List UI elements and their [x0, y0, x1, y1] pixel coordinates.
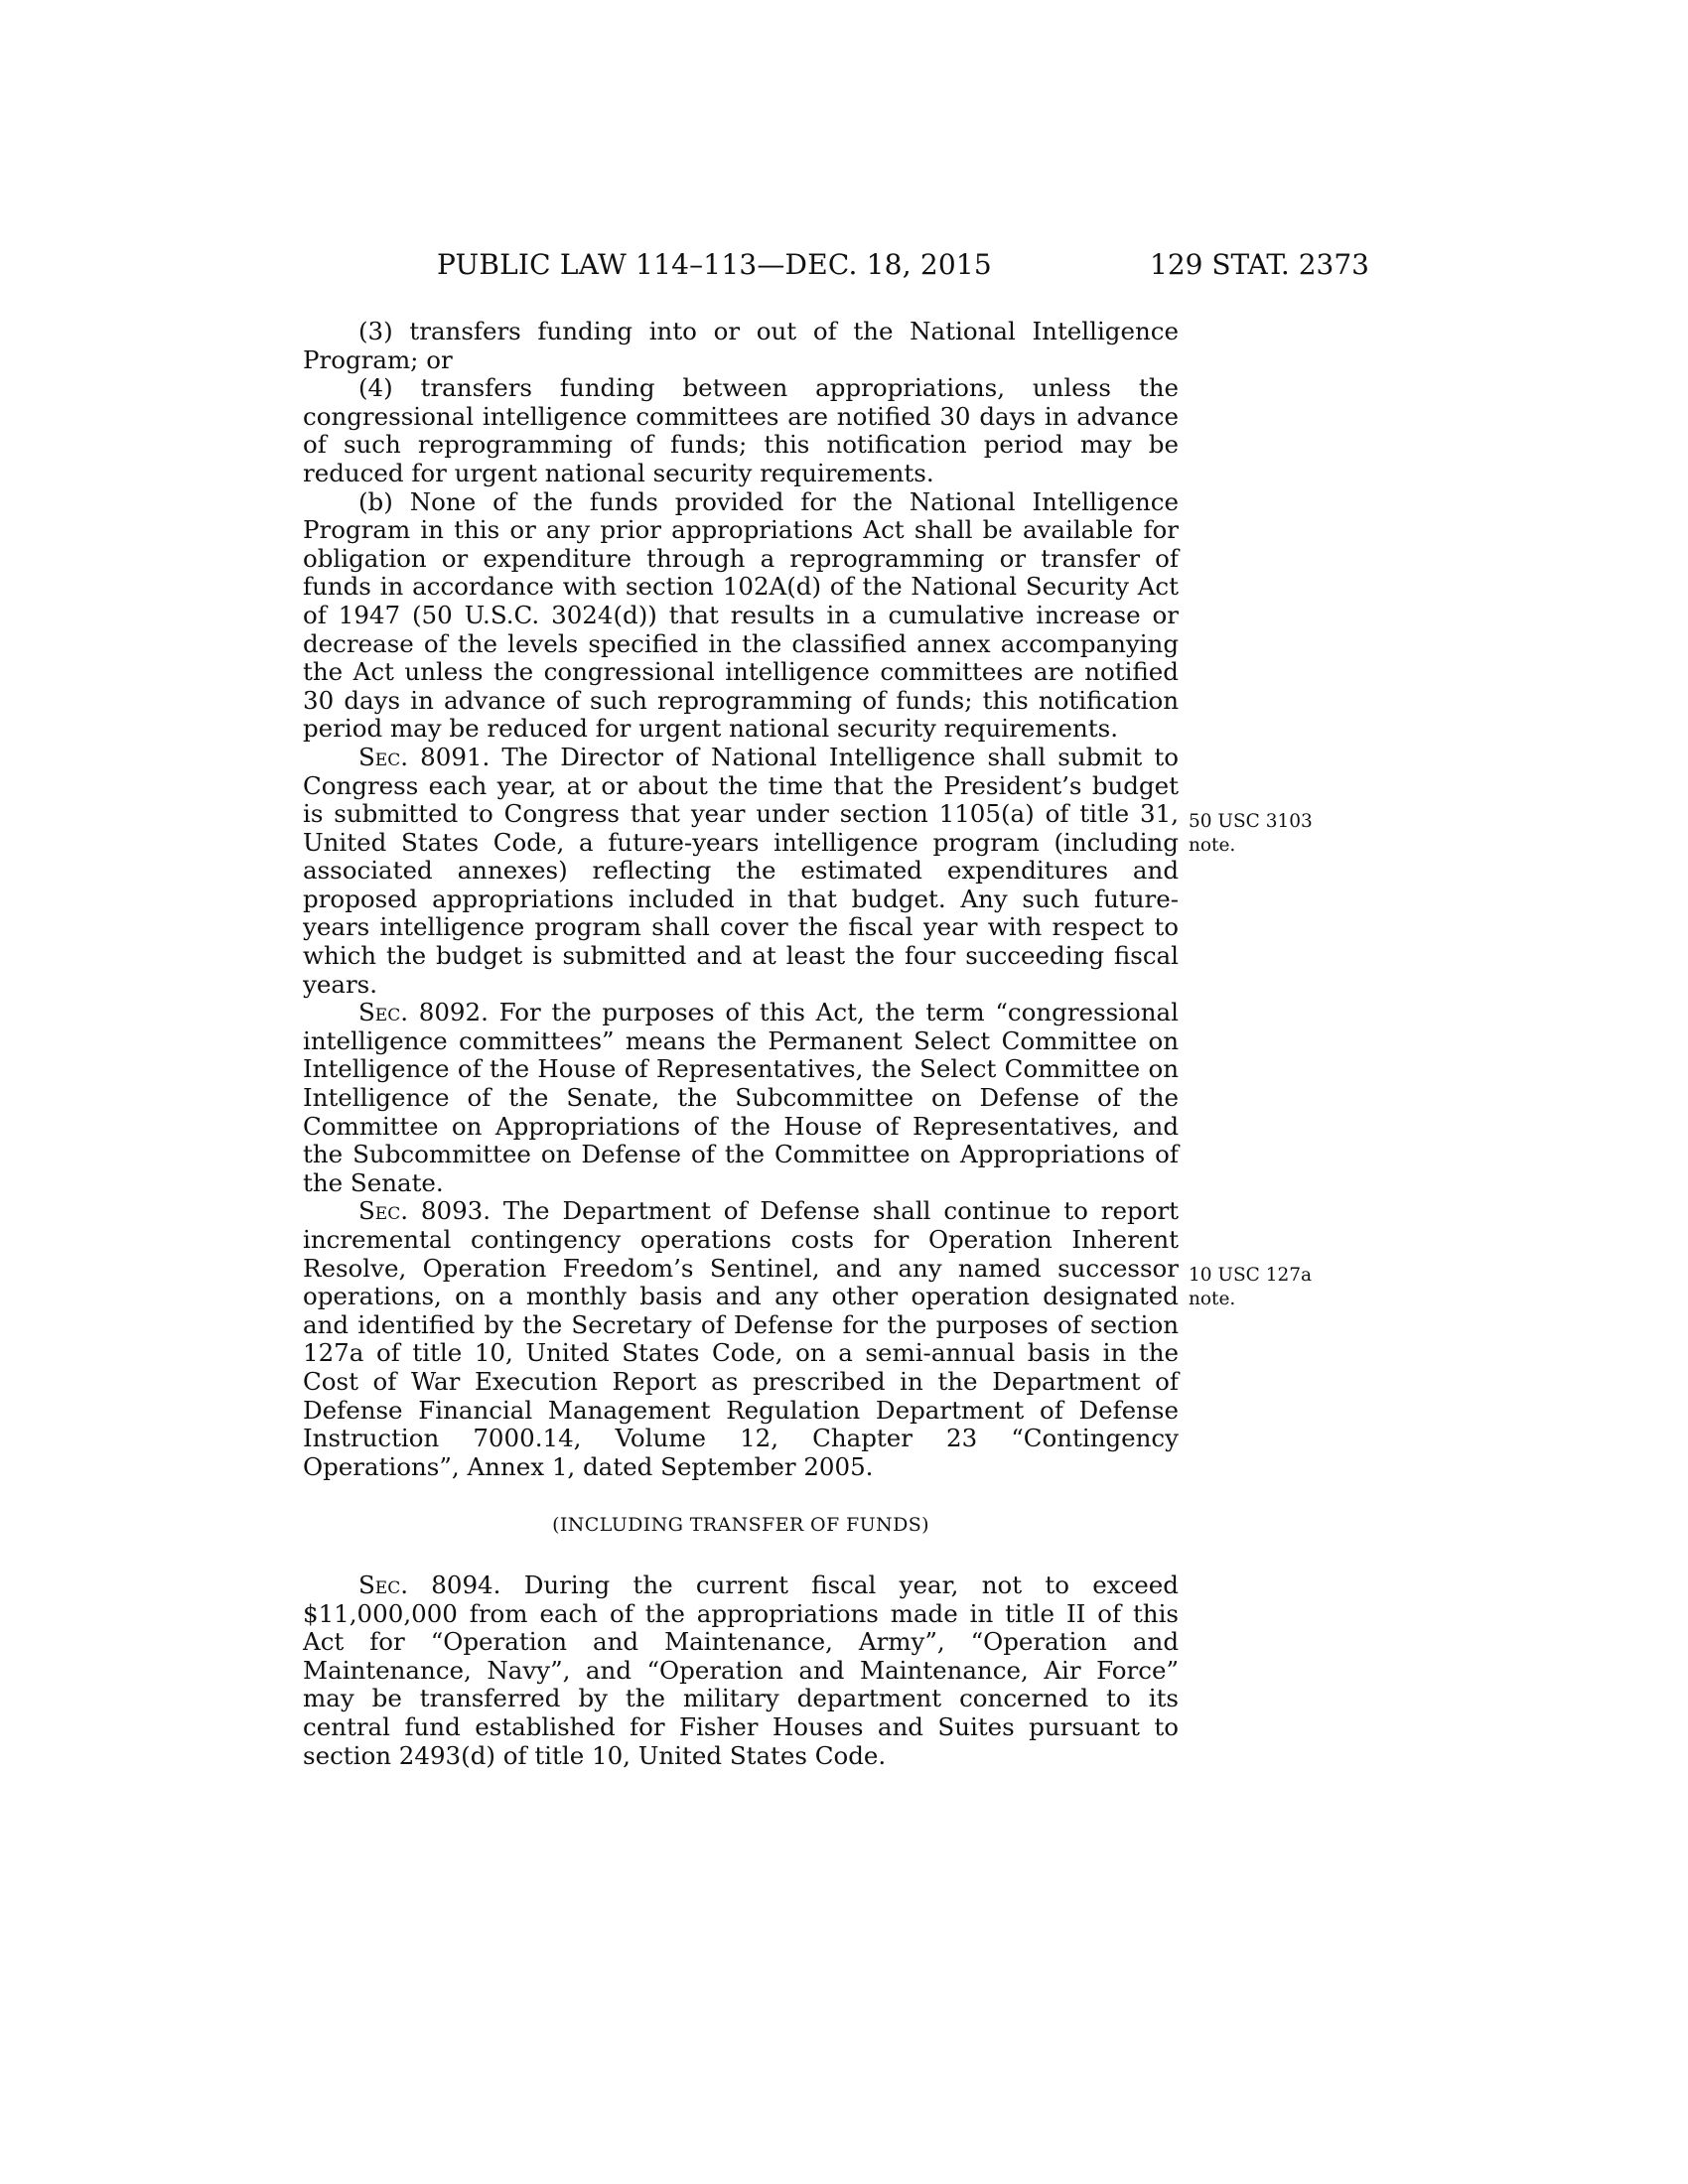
paragraph-b: (b) None of the funds provided for the National Intelligence Program in this or any prior appropriations Act shall be available for obligation or expenditure through a reprogramming or transfer of funds in accordance with section 102A(d) of the National Security Act of 1947 (50 U.S.C. 3024(d)) that results in a cumulative increase or decrease of the levels specified in the classified annex accompanying the Act unless the congressional intelligence committees are notified 30 days in advance of such reprogramming of funds; this notification period may be reduced for urgent national security requirements.: [303, 486, 1179, 744]
transfer-of-funds-heading: (INCLUDING TRANSFER OF FUNDS): [552, 1514, 929, 1537]
section-8094: Sec. 8094. During the current fiscal year, not to exceed $11,000,000 from each of the appropriations made in title II of this Act for “Operation and Maintenance, Army”, “Operation and Maintenance, Navy”, and “Operation and Maintenance, Air Force” may be transferred by the military department concerned to its central fund established for Fisher Houses and Suites pursuant to section 2493(d) of title 10, United States Code.: [303, 1570, 1179, 1770]
public-law-title: PUBLIC LAW 114–113—DEC. 18, 2015: [437, 248, 992, 281]
section-8092: Sec. 8092. For the purposes of this Act, the term “congressional intelligence committees” means the Permanent Select Committee on Intelligence of the House of Representatives, the Select Committee on Intelligence of the Senate, the Subcommittee on Defense of the Committee on Appropriations of the House of Representatives, and the Subcommittee on Defense of the Committee on Appropriations of the Senate.: [303, 998, 1179, 1197]
section-8094-label: Sec. 8094.: [358, 1570, 501, 1599]
statute-body: [303, 318, 1179, 1770]
section-8093: Sec. 8093. The Department of Defense shall continue to report incremental contingency operations costs for Operation Inherent Resolve, Operation Freedom’s Sentinel, and any named successor operations, on a monthly basis and any other operation designated and identified by the Secretary of Defense for the purposes of section 127a of title 10, United States Code, on a semi-annual basis in the Cost of War Execution Report as prescribed in the Department of Defense Financial Management Regulation Department of Defense Instruction 7000.14, Volume 12, Chapter 23 “Contingency Operations”, Annex 1, dated September 2005.: [303, 1196, 1179, 1481]
page-header: [0, 248, 1688, 288]
section-8091-label: Sec. 8091.: [358, 742, 491, 771]
section-8093-label: Sec. 8093.: [358, 1196, 492, 1226]
section-8092-label: Sec. 8092.: [358, 998, 489, 1027]
paragraph-3: (3) transfers funding into or out of the National Intelligence Program; or: [303, 317, 1179, 374]
margin-note-10-usc-127a: 10 USC 127a note.: [1189, 1265, 1313, 1309]
section-8091: Sec. 8091. The Director of National Intelligence shall submit to Congress each year, at or about the time that the President’s budget is submitted to Congress that year under section 1105(a) of title 31, United States Code, a future-years intelligence program (including associated annexes) reflecting the estimated expenditures and proposed appropriations included in that budget. Any such future-years intelligence program shall cover the fiscal year with respect to which the budget is submitted and at least the four succeeding fiscal years.: [303, 742, 1179, 999]
paragraph-4: (4) transfers funding between appropriations, unless the congressional intelligence committees are notified 30 days in advance of such reprogramming of funds; this notification period may be reduced for urgent national security requirements.: [303, 373, 1179, 487]
stat-page-reference: 129 STAT. 2373: [1150, 248, 1369, 281]
margin-note-50-usc-3103: 50 USC 3103 note.: [1189, 811, 1313, 856]
